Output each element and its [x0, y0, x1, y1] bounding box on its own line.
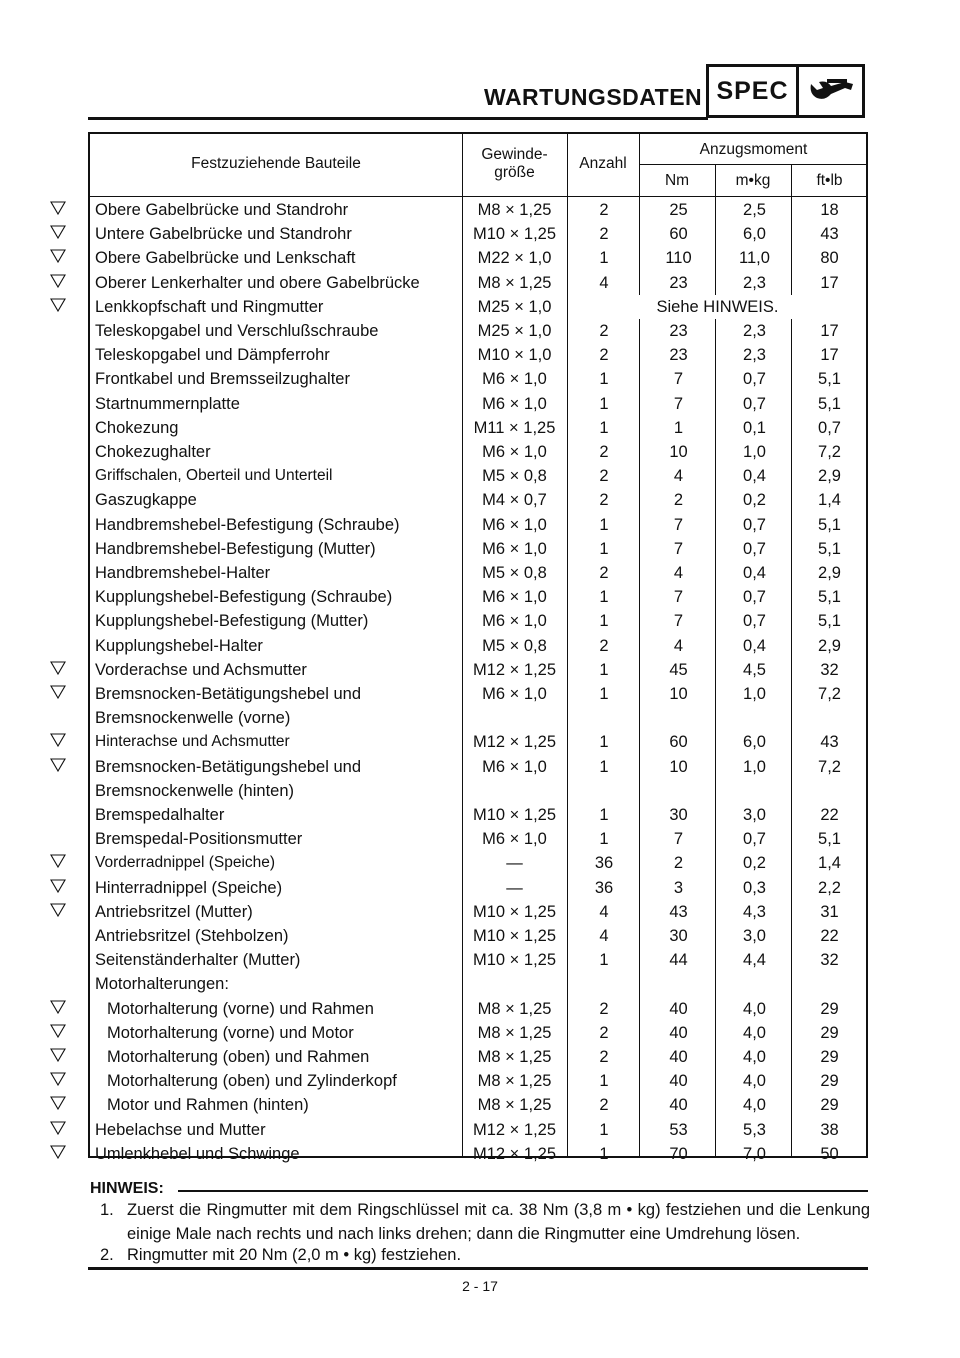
cell-part: Hinterachse und Achsmutter [95, 733, 290, 751]
cell-part: Motorhalterungen: [95, 975, 229, 994]
cell-part: Untere Gabelbrücke und Standrohr [95, 225, 352, 244]
cell-thread: M8 × 1,25 [477, 999, 552, 1018]
cell-nm: 2 [673, 491, 684, 510]
triangle-mark-icon [50, 733, 66, 747]
cell-qty: 1 [599, 757, 609, 776]
cell-part: Frontkabel und Bremsseilzughalter [95, 370, 350, 389]
cell-thread: M6 × 1,0 [482, 370, 547, 389]
cell-nm: 30 [669, 927, 688, 945]
cell-nm: 7 [673, 394, 684, 413]
cell-thread: M6 × 1,0 [482, 515, 547, 534]
cell-part: Antriebsritzel (Stehbolzen) [95, 927, 289, 945]
cell-qty: 1 [599, 1120, 609, 1139]
triangle-mark-icon [50, 1072, 66, 1086]
cell-mkg: 2,5 [743, 201, 766, 219]
cell-ftlb: 29 [820, 1023, 839, 1042]
cell-part: Motorhalterung (oben) und Zylinderkopf [107, 1072, 397, 1091]
triangle-mark-icon [50, 661, 66, 675]
cell-nm: 40 [669, 1023, 688, 1042]
cell-qty: 2 [599, 467, 609, 486]
cell-ftlb: 1,4 [818, 854, 841, 873]
cell-ftlb: 5,1 [818, 588, 841, 607]
cell-thread: M8 × 1,25 [477, 201, 552, 219]
cell-qty: 2 [599, 225, 609, 244]
cell-ftlb: 5,1 [818, 539, 841, 558]
cell-qty: 2 [599, 201, 609, 219]
cell-nm: 7 [673, 588, 684, 607]
cell-mkg: 0,2 [743, 854, 766, 873]
cell-qty: 1 [599, 588, 609, 607]
cell-note: Siehe HINWEIS. [569, 295, 866, 319]
triangle-mark-icon [50, 903, 66, 917]
cell-qty: 1 [599, 612, 609, 631]
cell-mkg: 3,0 [743, 806, 766, 824]
cell-mkg: 3,0 [743, 927, 766, 945]
cell-ftlb: 2,9 [818, 636, 841, 655]
triangle-mark-icon [50, 879, 66, 893]
cell-thread: M8 × 1,25 [477, 1072, 552, 1091]
cell-thread: M6 × 1,0 [482, 443, 547, 461]
cell-qty: 1 [599, 830, 609, 849]
cell-qty: 1 [599, 806, 609, 824]
cell-part: Kupplungshebel-Befestigung (Mutter) [95, 612, 369, 631]
note-label: HINWEIS: [90, 1180, 164, 1197]
spec-badge [706, 64, 865, 118]
cell-part: Lenkkopfschaft und Ringmutter [95, 297, 324, 316]
cell-thread: M12 × 1,25 [472, 660, 556, 679]
cell-nm: 44 [669, 951, 688, 970]
cell-nm: 10 [669, 443, 688, 461]
cell-part: Hinterradnippel (Speiche) [95, 878, 283, 897]
cell-thread: M8 × 1,25 [477, 273, 552, 292]
cell-thread: M6 × 1,0 [482, 588, 547, 607]
cell-thread: M6 × 1,0 [482, 539, 547, 558]
cell-nm: 1 [673, 418, 684, 437]
triangle-mark-icon [50, 249, 66, 263]
cell-thread: M8 × 1,25 [477, 1048, 552, 1066]
cell-nm: 25 [669, 201, 688, 219]
cell-thread: M25 × 1,0 [477, 322, 552, 340]
cell-part: Bremspedal-Positionsmutter [95, 830, 303, 849]
cell-ftlb: 32 [820, 660, 839, 679]
cell-nm: 7 [673, 612, 684, 631]
triangle-mark-icon [50, 685, 66, 699]
cell-ftlb: 5,1 [818, 394, 841, 413]
cell-nm: 40 [669, 999, 688, 1018]
cell-nm: 110 [665, 249, 692, 268]
cell-thread: M10 × 1,25 [472, 806, 556, 824]
cell-ftlb: 17 [820, 346, 839, 365]
cell-part: Kupplungshebel-Befestigung (Schraube) [95, 588, 393, 607]
cell-ftlb: 7,2 [818, 443, 841, 461]
cell-nm: 2 [673, 854, 684, 873]
cell-thread: M12 × 1,25 [472, 1144, 556, 1163]
cell-qty: 2 [599, 491, 609, 510]
header-nm: Nm [664, 172, 690, 189]
cell-mkg: 0,4 [743, 467, 766, 486]
cell-thread: M12 × 1,25 [472, 1120, 556, 1139]
cell-nm: 4 [673, 564, 684, 582]
cell-part: Obere Gabelbrücke und Standrohr [95, 201, 349, 219]
triangle-mark-icon [50, 1000, 66, 1014]
cell-qty: 4 [599, 273, 609, 292]
cell-ftlb: 5,1 [818, 612, 841, 631]
cell-ftlb: 80 [820, 249, 839, 268]
cell-mkg: 0,4 [743, 564, 766, 582]
cell-mkg: 0,2 [743, 491, 766, 510]
cell-thread: M22 × 1,0 [477, 249, 552, 268]
footer-rule [88, 1267, 868, 1270]
cell-mkg: 4,0 [743, 1072, 766, 1091]
cell-ftlb: 29 [820, 1096, 839, 1115]
cell-part: Vorderradnippel (Speiche) [95, 854, 276, 872]
cell-qty: 36 [594, 854, 614, 873]
cell-part: Bremsnocken-Betätigungshebel und [95, 685, 362, 703]
cell-part: Umlenkhebel und Schwinge [95, 1144, 300, 1163]
cell-qty: 1 [599, 394, 609, 413]
cell-qty: 2 [599, 443, 609, 461]
cell-mkg: 4,0 [743, 999, 766, 1018]
cell-mkg: 2,3 [743, 346, 766, 365]
cell-ftlb: 2,2 [818, 878, 841, 897]
cell-mkg: 0,4 [743, 636, 766, 655]
header-ftlb: ft•lb [816, 172, 843, 189]
note-rule [178, 1190, 868, 1192]
cell-mkg: 6,0 [743, 225, 766, 244]
cell-mkg: 0,3 [743, 878, 766, 897]
header-mkg: m•kg [735, 172, 771, 189]
cell-thread: — [506, 878, 523, 897]
cell-nm: 23 [669, 346, 688, 365]
cell-ftlb: 22 [820, 927, 839, 945]
cell-qty: 2 [599, 1023, 609, 1042]
triangle-mark-icon [50, 1024, 66, 1038]
cell-part: Chokezughalter [95, 443, 211, 461]
cell-qty: 2 [599, 1048, 609, 1066]
cell-part: Startnummernplatte [95, 394, 240, 413]
cell-mkg: 2,3 [743, 273, 766, 292]
cell-mkg: 0,7 [743, 830, 766, 849]
cell-part: Handbremshebel-Befestigung (Mutter) [95, 539, 376, 558]
cell-qty: 1 [599, 685, 609, 703]
cell-ftlb: 5,1 [818, 515, 841, 534]
cell-part: Obere Gabelbrücke und Lenkschaft [95, 249, 356, 268]
cell-nm: 60 [669, 733, 688, 752]
cell-thread: M25 × 1,0 [477, 297, 552, 316]
cell-mkg: 1,0 [743, 757, 766, 776]
triangle-mark-icon [50, 201, 66, 215]
cell-mkg: 1,0 [743, 685, 766, 703]
cell-mkg: 6,0 [743, 733, 766, 752]
cell-qty: 36 [594, 878, 614, 897]
cell-nm: 7 [673, 830, 684, 849]
cell-mkg: 2,3 [743, 322, 766, 340]
cell-ftlb: 17 [820, 273, 839, 292]
cell-thread: M5 × 0,8 [482, 636, 547, 655]
cell-part-line2: Bremsnockenwelle (hinten) [95, 781, 295, 800]
cell-thread: M10 × 1,25 [472, 902, 556, 921]
cell-part: Motor und Rahmen (hinten) [107, 1096, 309, 1115]
cell-nm: 10 [669, 685, 688, 703]
cell-qty: 4 [599, 902, 609, 921]
triangle-mark-icon [50, 274, 66, 288]
cell-ftlb: 0,7 [818, 418, 841, 437]
cell-mkg: 4,0 [743, 1048, 766, 1066]
cell-ftlb: 7,2 [818, 685, 841, 703]
cell-part: Teleskopgabel und Dämpferrohr [95, 346, 330, 365]
cell-nm: 40 [669, 1096, 688, 1115]
cell-nm: 7 [673, 370, 684, 389]
page-title: WARTUNGSDATEN [484, 84, 703, 110]
triangle-mark-icon [50, 758, 66, 772]
cell-thread: — [506, 854, 523, 873]
cell-nm: 4 [673, 636, 684, 655]
header-part: Festzuziehende Bauteile [191, 155, 361, 172]
cell-ftlb: 32 [820, 951, 839, 970]
cell-ftlb: 43 [820, 225, 839, 244]
cell-part: Teleskopgabel und Verschlußschraube [95, 322, 379, 340]
cell-ftlb: 7,2 [818, 757, 841, 776]
cell-qty: 1 [599, 418, 609, 437]
cell-nm: 70 [669, 1144, 688, 1163]
cell-ftlb: 29 [820, 1048, 839, 1066]
cell-part: Hebelachse und Mutter [95, 1120, 266, 1139]
spec-label: SPEC [709, 67, 799, 115]
cell-thread: M6 × 1,0 [482, 685, 547, 703]
cell-mkg: 0,7 [743, 588, 766, 607]
header-thread: Gewinde- größe [481, 146, 548, 181]
cell-thread: M11 × 1,25 [473, 418, 556, 437]
cell-mkg: 11,0 [739, 249, 770, 268]
cell-thread: M8 × 1,25 [477, 1096, 552, 1115]
cell-nm: 10 [669, 757, 688, 776]
triangle-mark-icon [50, 298, 66, 312]
cell-part: Chokezung [95, 418, 179, 437]
cell-part: Handbremshebel-Halter [95, 564, 271, 582]
cell-part: Motorhalterung (oben) und Rahmen [107, 1048, 370, 1066]
cell-thread: M10 × 1,25 [472, 951, 556, 970]
cell-part-line2: Bremsnockenwelle (vorne) [95, 709, 291, 727]
cell-part: Handbremshebel-Befestigung (Schraube) [95, 515, 400, 534]
cell-qty: 1 [599, 1072, 609, 1091]
cell-mkg: 0,7 [743, 394, 766, 413]
cell-qty: 1 [599, 660, 609, 679]
cell-qty: 1 [599, 951, 609, 970]
header-rule [88, 117, 708, 120]
cell-nm: 53 [669, 1120, 688, 1139]
cell-thread: M4 × 0,7 [482, 491, 547, 510]
cell-ftlb: 17 [820, 322, 839, 340]
cell-part: Motorhalterung (vorne) und Rahmen [107, 999, 374, 1018]
cell-ftlb: 50 [820, 1144, 839, 1163]
torque-table [88, 132, 868, 1163]
cell-mkg: 1,0 [743, 443, 766, 461]
cell-qty: 2 [599, 564, 609, 582]
cell-mkg: 0,7 [743, 370, 766, 389]
cell-thread: M8 × 1,25 [477, 1023, 552, 1042]
cell-qty: 1 [599, 370, 609, 389]
cell-nm: 60 [669, 225, 688, 244]
triangle-mark-icon [50, 1145, 66, 1159]
cell-ftlb: 2,9 [818, 467, 841, 486]
cell-thread: M6 × 1,0 [482, 394, 547, 413]
cell-nm: 7 [673, 539, 684, 558]
cell-qty: 1 [599, 515, 609, 534]
cell-mkg: 4,4 [743, 951, 766, 970]
cell-mkg: 4,3 [743, 902, 766, 921]
cell-mkg: 4,0 [743, 1096, 766, 1115]
cell-part: Bremspedalhalter [95, 806, 225, 824]
header-qty: Anzahl [579, 155, 627, 172]
cell-nm: 23 [669, 322, 688, 340]
header-torque: Anzugsmoment [699, 141, 808, 158]
cell-qty: 2 [599, 999, 609, 1018]
cell-mkg: 4,0 [743, 1023, 766, 1042]
triangle-mark-icon [50, 1121, 66, 1135]
cell-part: Griffschalen, Oberteil und Unterteil [95, 467, 333, 485]
wrench-icon [799, 67, 862, 115]
cell-part: Antriebsritzel (Mutter) [95, 902, 253, 921]
cell-mkg: 4,5 [743, 660, 766, 679]
cell-ftlb: 5,1 [818, 370, 841, 389]
cell-mkg: 0,7 [743, 515, 766, 534]
cell-ftlb: 5,1 [818, 830, 841, 849]
cell-mkg: 0,1 [743, 418, 766, 437]
page-number: 2 - 17 [462, 1278, 498, 1294]
cell-mkg: 0,7 [743, 612, 766, 631]
cell-ftlb: 1,4 [818, 491, 841, 510]
cell-part: Motorhalterung (vorne) und Motor [107, 1023, 354, 1042]
cell-nm: 3 [673, 878, 684, 897]
cell-nm: 30 [669, 806, 688, 824]
cell-part: Vorderachse und Achsmutter [95, 660, 307, 679]
cell-thread: M10 × 1,0 [477, 346, 552, 365]
cell-ftlb: 31 [820, 902, 839, 921]
cell-qty: 1 [599, 249, 609, 268]
cell-mkg: 5,3 [743, 1120, 766, 1139]
triangle-mark-icon [50, 1096, 66, 1110]
cell-nm: 40 [669, 1072, 688, 1091]
cell-thread: M12 × 1,25 [472, 733, 556, 752]
cell-thread: M5 × 0,8 [482, 467, 547, 486]
triangle-mark-icon [50, 225, 66, 239]
cell-ftlb: 29 [820, 1072, 839, 1091]
cell-thread: M6 × 1,0 [482, 830, 547, 849]
cell-nm: 43 [669, 902, 688, 921]
triangle-mark-icon [50, 854, 66, 868]
cell-ftlb: 38 [820, 1120, 839, 1139]
cell-thread: M10 × 1,25 [472, 225, 556, 244]
cell-ftlb: 2,9 [818, 564, 841, 582]
cell-part: Bremsnocken-Betätigungshebel und [95, 757, 362, 776]
cell-qty: 1 [599, 1144, 609, 1163]
cell-ftlb: 18 [820, 201, 839, 219]
cell-nm: 23 [669, 273, 688, 292]
cell-part: Oberer Lenkerhalter und obere Gabelbrücke [95, 273, 420, 292]
cell-part: Kupplungshebel-Halter [95, 636, 263, 655]
cell-qty: 1 [599, 539, 609, 558]
cell-qty: 1 [599, 733, 609, 752]
cell-qty: 4 [599, 927, 609, 945]
cell-qty: 2 [599, 636, 609, 655]
cell-mkg: 7,0 [743, 1144, 766, 1163]
cell-nm: 40 [669, 1048, 688, 1066]
cell-nm: 4 [673, 467, 684, 486]
cell-nm: 45 [669, 660, 688, 679]
cell-ftlb: 22 [820, 806, 839, 824]
cell-thread: M5 × 0,8 [482, 564, 547, 582]
cell-qty: 2 [599, 322, 609, 340]
cell-part: Seitenständerhalter (Mutter) [95, 951, 301, 970]
cell-qty: 2 [599, 346, 609, 365]
cell-mkg: 0,7 [743, 539, 766, 558]
cell-nm: 7 [673, 515, 684, 534]
cell-thread: M6 × 1,0 [482, 612, 547, 631]
triangle-mark-icon [50, 1048, 66, 1062]
cell-part: Gaszugkappe [95, 491, 197, 510]
cell-qty: 2 [599, 1096, 609, 1115]
cell-thread: M10 × 1,25 [472, 927, 556, 945]
cell-ftlb: 43 [820, 733, 839, 752]
cell-thread: M6 × 1,0 [482, 757, 547, 776]
cell-ftlb: 29 [820, 999, 839, 1018]
